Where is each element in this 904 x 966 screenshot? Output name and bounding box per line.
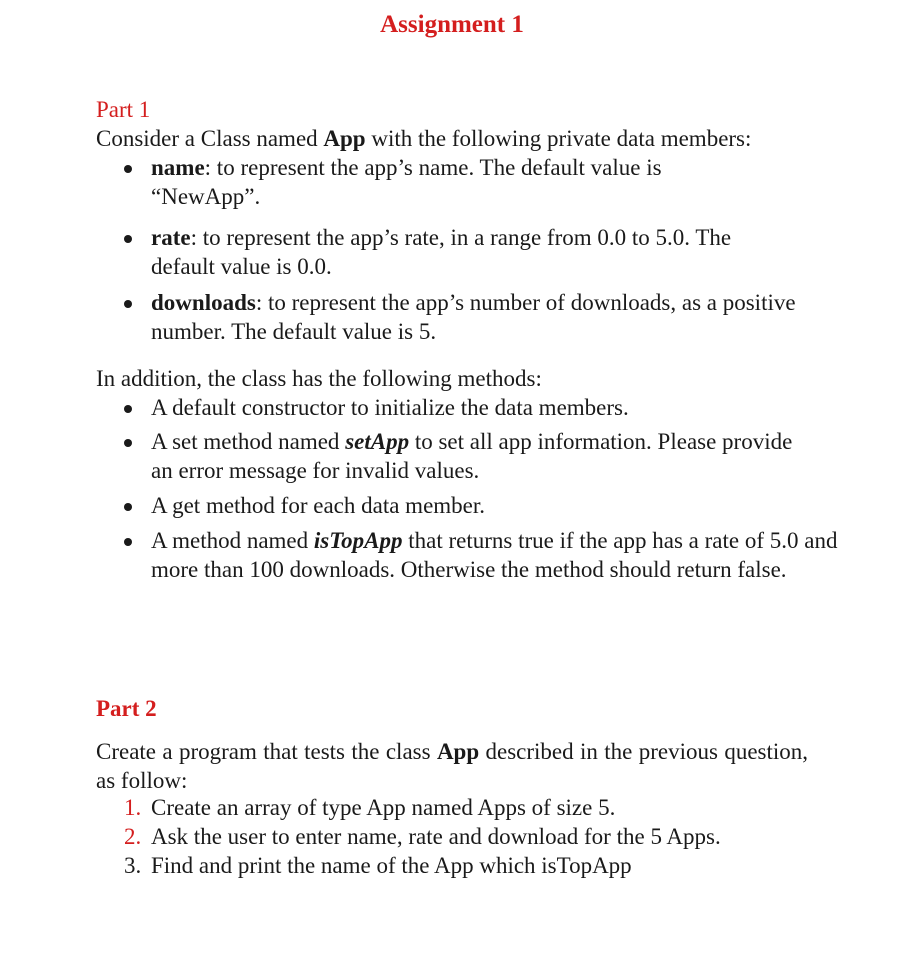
- part2-label: Part 2: [96, 696, 157, 721]
- data-members-list: [96, 153, 818, 346]
- methods-intro: In addition, the class has the following methods:: [96, 366, 542, 391]
- method-item-setapp: [96, 427, 811, 485]
- bullet-icon: [124, 538, 132, 546]
- member-item-downloads: [96, 288, 831, 346]
- steps-list: [96, 793, 818, 880]
- step-number: 2.: [124, 824, 142, 849]
- member-downloads-desc: : to represent the app’s number of downloads, as a positive number. The default value is 5.: [151, 290, 796, 344]
- step-number: 3.: [124, 853, 142, 878]
- part1-intro-text-1: Consider a Class named: [96, 126, 324, 151]
- part1-section: [96, 95, 818, 346]
- bullet-icon: [124, 235, 132, 243]
- methods-section: [96, 364, 838, 584]
- member-item-rate: [96, 223, 791, 281]
- method-setapp-text-1: A set method named: [151, 429, 346, 454]
- part2-steps: [96, 793, 818, 880]
- method-istopapp-text-2: that returns true if the app has a rate of 5.0 and more than 100 downloads. Otherwise the method should return false.: [151, 528, 838, 582]
- step-text: Create an array of type App named Apps of size 5.: [151, 795, 616, 820]
- method-istopapp-name: isTopApp: [313, 528, 403, 553]
- bullet-icon: [124, 300, 132, 308]
- page-title: Assignment 1: [380, 11, 524, 38]
- part2-section: [96, 694, 818, 723]
- step-item: [96, 793, 818, 822]
- step-item: [96, 851, 818, 880]
- method-item-constructor: [96, 393, 818, 422]
- method-setapp-name: setApp: [345, 429, 410, 454]
- method-item-istopapp: [96, 526, 863, 584]
- methods-list: [96, 393, 838, 584]
- part1-intro: [96, 124, 818, 153]
- method-constructor-text: A default constructor to initialize the data members.: [151, 395, 629, 420]
- method-get-text: A get method for each data member.: [151, 493, 486, 518]
- bullet-icon: [124, 405, 132, 413]
- part1-intro-class: App: [323, 126, 366, 151]
- member-item-name: [96, 153, 711, 211]
- step-text: Find and print the name of the App which isTopApp: [151, 853, 632, 878]
- method-item-get: [96, 491, 818, 520]
- part2-intro-text-1: Create a program that tests the class: [96, 739, 437, 764]
- member-rate-desc: : to represent the app’s rate, in a range from 0.0 to 5.0. The default value is 0.0.: [151, 225, 732, 279]
- part2-intro-text-2: described in the previous question, as follow:: [96, 739, 809, 793]
- bullet-icon: [124, 165, 132, 173]
- step-item: [96, 822, 818, 851]
- member-downloads-label: downloads: [151, 290, 256, 315]
- step-text: Ask the user to enter name, rate and download for the 5 Apps.: [151, 824, 721, 849]
- member-name-label: name: [151, 155, 205, 180]
- bullet-icon: [124, 439, 132, 447]
- member-rate-label: rate: [151, 225, 191, 250]
- bullet-icon: [124, 503, 132, 511]
- method-istopapp-text-1: A method named: [151, 528, 314, 553]
- method-setapp-text-2: to set all app information. Please provide an error message for invalid values.: [151, 429, 793, 483]
- part2-intro: [96, 737, 808, 795]
- part2-intro-class: App: [436, 739, 480, 764]
- part1-intro-text-2: with the following private data members:: [365, 126, 752, 151]
- part1-label: Part 1: [96, 97, 151, 122]
- step-number: 1.: [124, 795, 142, 820]
- member-name-desc: : to represent the app’s name. The default value is “NewApp”.: [151, 155, 662, 209]
